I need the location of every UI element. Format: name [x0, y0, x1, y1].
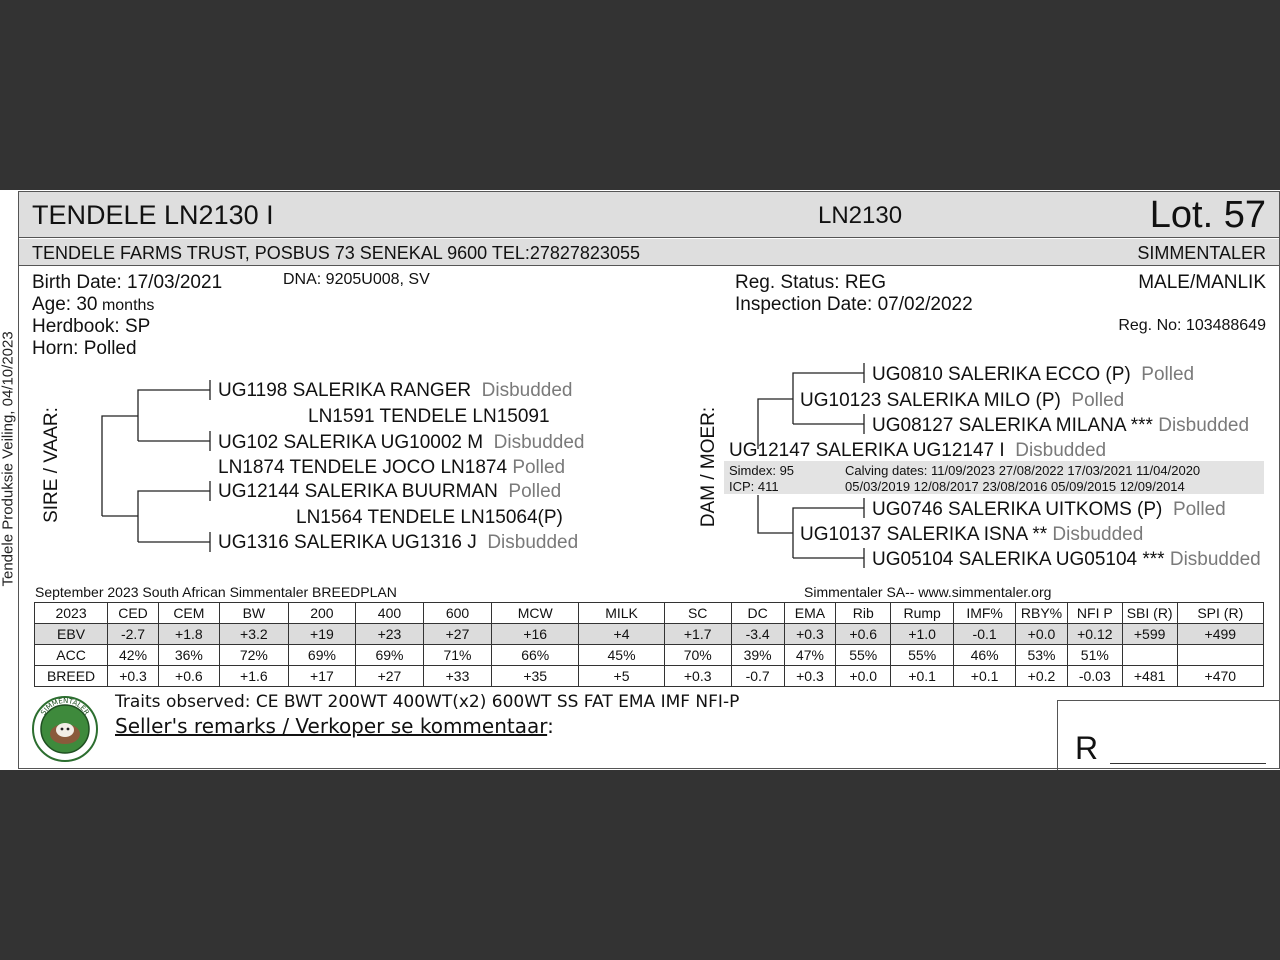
table-header-cell: SBI (R)	[1122, 603, 1177, 624]
age-unit: months	[101, 297, 155, 314]
table-header-cell: MCW	[492, 603, 579, 624]
table-cell: 45%	[579, 645, 664, 666]
table-cell: -3.4	[731, 624, 784, 645]
table-cell: 70%	[664, 645, 731, 666]
sire-sire: LN1591 TENDELE LN15091	[308, 406, 550, 427]
table-cell: +33	[423, 666, 491, 687]
dam-dam	[800, 524, 1143, 546]
table-header-cell: 600	[423, 603, 491, 624]
table-header-cell: EMA	[784, 603, 836, 624]
pedigree-name: UG1198 SALERIKA RANGER	[218, 380, 472, 401]
table-cell: -0.1	[954, 624, 1016, 645]
table-cell: +0.2	[1016, 666, 1068, 687]
table-cell: -0.03	[1067, 666, 1122, 687]
table-cell: +27	[355, 666, 423, 687]
sire-dam: LN1564 TENDELE LN15064(P)	[296, 507, 563, 528]
price-currency: R	[1075, 730, 1099, 766]
table-cell: +1.6	[219, 666, 288, 687]
breed-name: SIMMENTALER	[1137, 243, 1266, 263]
dam-sire-sire	[872, 364, 1194, 386]
animal-name: TENDELE LN2130 I	[32, 200, 274, 230]
table-cell: ACC	[35, 645, 108, 666]
table-cell: +1.0	[891, 624, 954, 645]
pedigree-name: UG1316 SALERIKA UG1316 J	[218, 532, 477, 553]
table-row	[35, 645, 1264, 666]
table-cell: +0.0	[836, 666, 891, 687]
table-cell: 53%	[1016, 645, 1068, 666]
table-cell: BREED	[35, 666, 108, 687]
pedigree-name: UG12147 SALERIKA UG12147 I	[729, 440, 1005, 461]
birth-date: Birth Date: 17/03/2021	[32, 272, 223, 293]
table-cell: +27	[423, 624, 491, 645]
table-header-row	[35, 603, 1264, 624]
table-header-cell: SC	[664, 603, 731, 624]
table-cell: -2.7	[108, 624, 159, 645]
table-cell: 69%	[355, 645, 423, 666]
table-cell: +0.12	[1067, 624, 1122, 645]
pedigree-name: UG08127 SALERIKA MILANA ***	[872, 415, 1153, 436]
table-header-cell: 2023	[35, 603, 108, 624]
table-header-cell: CEM	[158, 603, 219, 624]
table-cell: +0.3	[784, 624, 836, 645]
table-header-cell: RBY%	[1016, 603, 1068, 624]
table-header-cell: Rump	[891, 603, 954, 624]
dna-info: DNA: 9205U008, SV	[283, 271, 430, 288]
table-cell: +23	[355, 624, 423, 645]
table-cell: +0.1	[954, 666, 1016, 687]
seller-remarks-label: Seller's remarks / Verkoper se kommentaar	[115, 714, 548, 738]
herdbook: Herdbook: SP	[32, 316, 151, 337]
table-header-cell: 400	[355, 603, 423, 624]
pedigree-name: UG10137 SALERIKA ISNA **	[800, 524, 1048, 545]
table-cell: 72%	[219, 645, 288, 666]
calving-dates-line-2: 05/03/2019 12/08/2017 23/08/2016 05/09/2015 12/09/2014	[845, 479, 1185, 494]
table-header-cell: SPI (R)	[1177, 603, 1263, 624]
horn-label: Polled	[1172, 499, 1226, 520]
table-cell: 69%	[288, 645, 355, 666]
horn-label: Disbudded	[1158, 415, 1250, 436]
breedplan-caption: September 2023 South African Simmentaler BREEDPLAN	[35, 584, 397, 600]
table-cell: 36%	[158, 645, 219, 666]
table-cell: +17	[288, 666, 355, 687]
table-cell: 46%	[954, 645, 1016, 666]
horn-label: Polled	[508, 481, 562, 502]
table-cell: +3.2	[219, 624, 288, 645]
table-cell: +0.6	[158, 666, 219, 687]
simdex: Simdex: 95	[729, 463, 795, 478]
table-cell: 71%	[423, 645, 491, 666]
table-cell: 51%	[1067, 645, 1122, 666]
table-cell: 42%	[108, 645, 159, 666]
calving-dates-line-1: Calving dates: 11/09/2023 27/08/2022 17/03/2021 11/04/2020	[845, 463, 1201, 478]
lot-number: Lot. 57	[1149, 194, 1266, 236]
table-cell	[1122, 645, 1177, 666]
table-cell: 55%	[836, 645, 891, 666]
pedigree-name: UG12144 SALERIKA BUURMAN	[218, 481, 498, 502]
owner-line: TENDELE FARMS TRUST, POSBUS 73 SENEKAL 9600 TEL:27827823055	[32, 243, 640, 263]
table-header-cell: MILK	[579, 603, 664, 624]
table-cell: +19	[288, 624, 355, 645]
table-cell: +0.1	[891, 666, 954, 687]
sire-dam-dam	[218, 532, 578, 554]
dam-sire-dam	[872, 415, 1249, 437]
sex: MALE/MANLIK	[1138, 272, 1266, 293]
breedplan-table	[34, 602, 1264, 687]
table-row	[35, 666, 1264, 687]
pedigree-name: UG10123 SALERIKA MILO (P)	[800, 390, 1061, 411]
dam-label: DAM / MOER:	[698, 406, 720, 528]
horn-label: Disbudded	[1169, 549, 1261, 570]
side-caption: Tendele Produksie Veiling, 04/10/2023	[0, 331, 17, 587]
icp: ICP: 411	[729, 479, 779, 494]
traits-observed: Traits observed: CE BWT 200WT 400WT(x2) 600WT SS FAT EMA IMF NFI-P	[115, 692, 740, 712]
table-cell: +5	[579, 666, 664, 687]
simmentaler-logo	[32, 696, 98, 762]
dam-sire	[800, 390, 1124, 412]
table-row	[35, 624, 1264, 645]
horn-label: Disbudded	[481, 380, 573, 401]
pedigree-name: UG0810 SALERIKA ECCO (P)	[872, 364, 1131, 385]
breedplan-source: Simmentaler SA-- www.simmentaler.org	[804, 584, 1052, 600]
table-cell: 47%	[784, 645, 836, 666]
table-cell: +0.0	[1016, 624, 1068, 645]
inspection-date: Inspection Date: 07/02/2022	[735, 294, 973, 315]
table-cell: +0.3	[108, 666, 159, 687]
dam-dam-dam	[872, 549, 1261, 571]
table-cell: 66%	[492, 645, 579, 666]
age-value: Age: 30	[32, 294, 98, 315]
seller-remarks-colon: :	[547, 714, 554, 738]
sire-dam-sire	[218, 481, 561, 503]
table-cell: -0.7	[731, 666, 784, 687]
pedigree-name: UG102 SALERIKA UG10002 M	[218, 432, 484, 453]
table-header-cell: CED	[108, 603, 159, 624]
horn-label: Disbudded	[1015, 440, 1107, 461]
horn-label: Polled	[1071, 390, 1125, 411]
table-cell: +35	[492, 666, 579, 687]
table-header-cell: IMF%	[954, 603, 1016, 624]
registration-number: Reg. No: 103488649	[1118, 317, 1266, 334]
table-cell: +1.8	[158, 624, 219, 645]
table-cell	[1177, 645, 1263, 666]
table-cell: +0.6	[836, 624, 891, 645]
table-cell: +481	[1122, 666, 1177, 687]
pedigree-name: UG05104 SALERIKA UG05104 ***	[872, 549, 1165, 570]
sire	[218, 457, 565, 479]
table-cell: +1.7	[664, 624, 731, 645]
table-cell: 55%	[891, 645, 954, 666]
horn-status: Horn: Polled	[32, 338, 137, 359]
age	[32, 294, 154, 316]
pedigree-name: LN1874 TENDELE JOCO LN1874	[218, 457, 508, 478]
registration-status: Reg. Status: REG	[735, 272, 887, 293]
price-entry-line[interactable]	[1110, 763, 1266, 764]
sire-label: SIRE / VAAR:	[40, 407, 62, 523]
table-cell: +16	[492, 624, 579, 645]
table-cell: +0.3	[784, 666, 836, 687]
table-cell: +499	[1177, 624, 1263, 645]
table-cell: +470	[1177, 666, 1263, 687]
pedigree-name: UG0746 SALERIKA UITKOMS (P)	[872, 499, 1163, 520]
table-header-cell: DC	[731, 603, 784, 624]
sire-sire-dam	[218, 432, 585, 454]
table-header-cell: 200	[288, 603, 355, 624]
table-cell: EBV	[35, 624, 108, 645]
registration-id: LN2130	[818, 202, 903, 229]
horn-label: Polled	[1141, 364, 1195, 385]
horn-label: Disbudded	[1052, 524, 1144, 545]
horn-label: Disbudded	[493, 432, 585, 453]
sire-sire-sire	[218, 380, 573, 402]
logo-text: SIMMENTALER	[39, 696, 91, 717]
table-cell: +599	[1122, 624, 1177, 645]
table-cell: +4	[579, 624, 664, 645]
table-cell: 39%	[731, 645, 784, 666]
table-header-cell: NFI P	[1067, 603, 1122, 624]
dam	[729, 440, 1106, 462]
horn-label: Polled	[512, 457, 566, 478]
dam-dam-sire	[872, 499, 1226, 521]
horn-label: Disbudded	[487, 532, 579, 553]
table-cell: +0.3	[664, 666, 731, 687]
table-header-cell: Rib	[836, 603, 891, 624]
seller-remarks	[115, 714, 554, 738]
table-header-cell: BW	[219, 603, 288, 624]
